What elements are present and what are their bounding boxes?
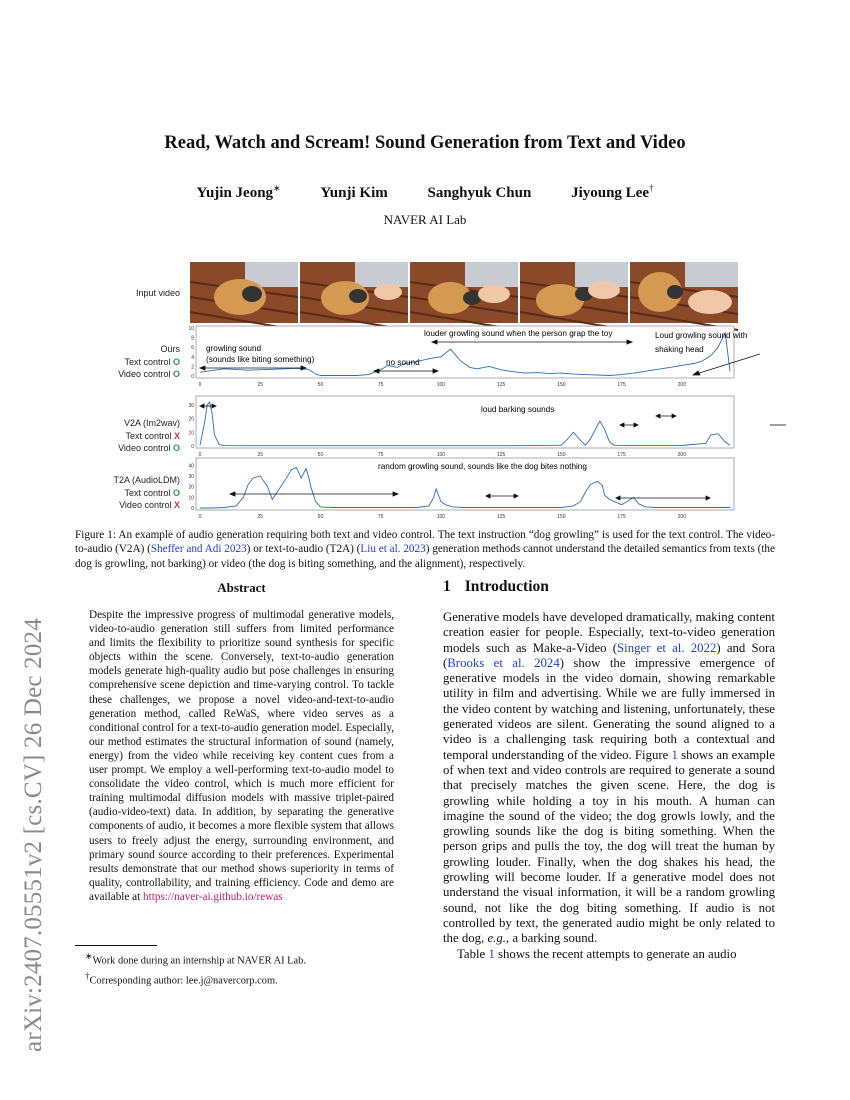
video-frame xyxy=(300,262,408,323)
x-tick-label: 200 xyxy=(677,514,686,520)
abstract-text: Despite the impressive progress of multimodal generative models, video-to-audio generation still suffers from limited performance and limits the flexibility to prioritize sound synthesis for specific objects within the scene. Conversely, text-to-audio generation models generate high-quality audio but pose challenges in ensuring comprehensive scene depiction and time-varying control. To tackle these challenges, we propose a novel video-and-text-to-audio generation method, called ReWaS, where video serves as a conditional control for a text-to-audio generation model. Especially, our method estimates the structural information of sound (namely, energy) from the video while receiving key content cues from a user prompt. We employ a well-performing text-to-audio model to consolidate the video control, which is much more efficient for training multimodal diffusion models with massive triplet-paired (audio-video-text) data. In addition, by separating the generative components of audio, it becomes a more flexible system that allows users to freely adjust the energy, surrounding environment, and primary sound source according to their preferences. Experimental results demonstrate that our method shows superiority in terms of quality, controllability, and training efficiency. Code and demo are available at https://naver-ai.github.io/rewas xyxy=(89,609,394,903)
annotation-label: no sound xyxy=(386,358,420,367)
y-tick-label: 20 xyxy=(188,484,194,491)
citation-link[interactable]: Singer et al. 2022 xyxy=(617,640,717,655)
y-tick-label: 0 xyxy=(191,444,194,450)
x-tick-label: 75 xyxy=(377,452,384,458)
input-video-label: Input video xyxy=(135,288,180,298)
video-frame xyxy=(630,262,738,323)
section-heading: 1 Introduction xyxy=(443,578,549,595)
paragraph: Table 1 shows the recent attempts to generate an audio xyxy=(457,946,737,961)
t2a-energy-chart xyxy=(188,456,738,520)
table-ref-link[interactable]: 1 xyxy=(488,946,495,961)
y-tick-label: 40 xyxy=(188,463,194,470)
video-frame xyxy=(190,262,298,323)
y-tick-label: 2 xyxy=(191,364,194,371)
annotation-label: shaking head xyxy=(655,345,704,354)
annotation-label: Loud growling sound with xyxy=(655,331,748,340)
y-tick-label: 10 xyxy=(188,495,194,502)
figure-1 xyxy=(60,258,750,520)
x-tick-label: 0 xyxy=(198,382,202,388)
v2a-label: V2A (Im2wav) Text control X Video control O xyxy=(118,418,180,453)
arxiv-id: arXiv:2407.05551v2 [cs.CV] 26 Dec 2024 xyxy=(20,618,47,1052)
y-tick-label: 30 xyxy=(188,402,194,409)
abstract-heading: Abstract xyxy=(217,580,266,595)
v2a-energy-chart xyxy=(188,394,738,458)
y-tick-label: 30 xyxy=(188,474,194,480)
x-tick-label: 150 xyxy=(557,452,566,458)
annotation-label: louder growling sound when the person grap the toy xyxy=(424,329,613,338)
footnote: †Corresponding author: lee.j@navercorp.com. xyxy=(85,970,278,987)
y-tick-label: 20 xyxy=(188,416,194,423)
author: Yujin Jeong∗ xyxy=(196,183,281,201)
video-frame xyxy=(410,262,518,323)
citation-link[interactable]: Sheffer and Adi 2023 xyxy=(150,543,247,556)
y-tick-label: 8 xyxy=(191,335,194,342)
footnote: ∗Work done during an internship at NAVER AI Lab. xyxy=(85,951,306,967)
author-list xyxy=(0,183,850,202)
x-tick-label: 0 xyxy=(198,514,202,520)
author: Sanghyuk Chun xyxy=(427,185,532,201)
x-tick-label: 125 xyxy=(496,514,506,520)
x-tick-label: 200 xyxy=(677,452,686,458)
y-tick-label: 10 xyxy=(188,430,194,437)
citation-link[interactable]: Brooks et al. 2024 xyxy=(447,655,560,670)
ours-label: Ours Text control O Video control O xyxy=(118,344,180,379)
x-tick-label: 150 xyxy=(557,382,566,388)
ours-energy-chart xyxy=(188,324,748,388)
affiliation: NAVER AI Lab xyxy=(383,212,467,227)
footnote-rule xyxy=(75,945,157,946)
x-tick-label: 50 xyxy=(317,514,324,520)
annotation-label: loud barking sounds xyxy=(481,405,555,414)
annotation-label: growling sound xyxy=(206,344,262,353)
plot-frame xyxy=(196,396,734,448)
x-tick-label: 175 xyxy=(617,382,626,388)
video-frame xyxy=(520,262,628,323)
x-tick-label: 175 xyxy=(617,514,626,520)
x-tick-label: 75 xyxy=(377,382,384,388)
x-tick-label: 150 xyxy=(557,514,566,520)
x-tick-label: 125 xyxy=(496,452,506,458)
figure-ref-link[interactable]: 1 xyxy=(671,747,678,762)
paper-title: Read, Watch and Scream! Sound Generation from Text and Video xyxy=(164,133,686,153)
project-link[interactable]: https://naver-ai.github.io/rewas xyxy=(143,890,283,903)
y-tick-label: 0 xyxy=(191,506,194,512)
y-tick-label: 4 xyxy=(191,354,194,361)
figure-caption: Figure 1: An example of audio generation requiring both text and video control. The text instruction “dog growling” is used for the text control. The video-to-audio (V2A) (Sheffer and Adi 2023) or text-to-audio (T2A) (Liu et al. 2023) generation methods cannot understand the detailed semantics from texts (the dog is growling, not barking) or video (the dog is biting something, and the alignment), respectively. xyxy=(75,529,775,570)
x-tick-label: 200 xyxy=(677,382,686,388)
x-tick-label: 25 xyxy=(257,382,264,388)
x-tick-label: 0 xyxy=(198,452,202,458)
annotation-label: (sounds like biting something) xyxy=(206,355,315,364)
t2a-label: T2A (AudioLDM) Text control O Video control X xyxy=(113,475,180,510)
author: Yunji Kim xyxy=(320,185,388,201)
x-tick-label: 100 xyxy=(436,452,446,458)
y-tick-label: 0 xyxy=(191,374,194,380)
x-tick-label: 175 xyxy=(617,452,626,458)
x-tick-label: 25 xyxy=(257,514,264,520)
x-tick-label: 100 xyxy=(436,514,446,520)
y-tick-label: 10 xyxy=(188,326,194,332)
x-tick-label: 100 xyxy=(436,382,446,388)
x-tick-label: 25 xyxy=(257,452,264,458)
annotation-label: random growling sound, sounds like the dog bites nothing xyxy=(378,462,587,471)
introduction-body xyxy=(443,610,775,962)
y-tick-label: 6 xyxy=(191,345,194,352)
citation-link[interactable]: Liu et al. 2023 xyxy=(360,543,426,556)
arxiv-stamp xyxy=(4,290,64,1052)
x-tick-label: 50 xyxy=(317,452,324,458)
x-tick-label: 50 xyxy=(317,382,324,388)
footnotes xyxy=(75,949,405,989)
x-tick-label: 125 xyxy=(496,382,506,388)
x-tick-label: 75 xyxy=(377,514,384,520)
paragraph: Generative models have developed dramatically, making content creation easier for people. Especially, text-to-video generation models such as Make-a-Video (Singer et al. 2022) and Sora (Brooks et al. 2024) show the impressive emergence of generative models in the video domain, showing remarkable utility in film and advertising. While we are fully immersed in the video content by watching and listening, unfortunately, these generated videos are silent. Generating the sound aligned to a video is a challenging task requiring both a contextual and temporal understanding of the video. Figure 1 shows an example of when text and video controls are required to generate a sound that precisely matches the given scene. Here, the dog is growling while holding a toy in his mouth. A human can imagine the sound of the video; the dog growls lowly, and the growling sounds like the dog is biting something. When the person grips and pulls the toy, the dog will treat the human by growling louder. Finally, when the dog shakes his head, the growling will become louder. If a generative model does not understand the visual information, it will be a random growling sound, not like the dog biting something. If audio is not controlled by text, the generated audio might be only related to the dog, e.g., a barking sound. xyxy=(443,610,775,946)
author: Jiyoung Lee† xyxy=(571,183,654,201)
